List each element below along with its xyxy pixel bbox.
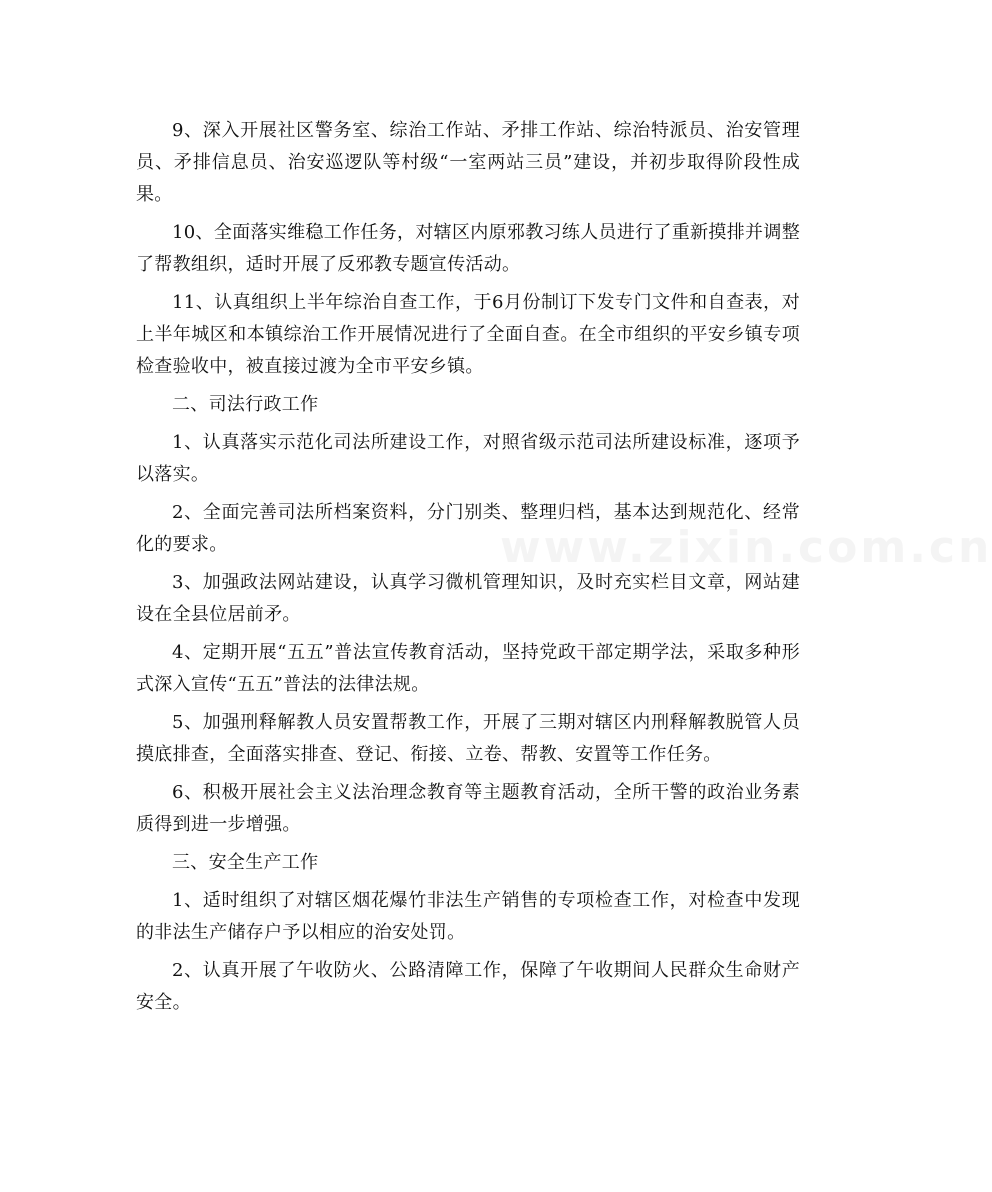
paragraph-safety-1: 1、适时组织了对辖区烟花爆竹非法生产销售的专项检查工作，对检查中发现的非法生产储存户予以相应的治安处罚。 [136,890,800,943]
document-body [136,115,800,1019]
section-heading-judicial-admin: 二、司法行政工作 [172,394,319,415]
paragraph-judicial-4: 4、定期开展“五五”普法宣传教育活动，坚持党政干部定期学法，采取多种形式深入宣传“五五”普法的法律法规。 [136,642,800,695]
paragraph-safety-2: 2、认真开展了午收防火、公路清障工作，保障了午收期间人民群众生命财产安全。 [136,960,800,1013]
paragraph-judicial-1: 1、认真落实示范化司法所建设工作，对照省级示范司法所建设标准，逐项予以落实。 [136,432,800,485]
paragraph-judicial-6: 6、积极开展社会主义法治理念教育等主题教育活动，全所干警的政治业务素质得到进一步增强。 [136,782,800,835]
paragraph-item-10: 10、全面落实维稳工作任务，对辖区内原邪教习练人员进行了重新摸排并调整了帮教组织，适时开展了反邪教专题宣传活动。 [136,222,800,275]
site-watermark: www.zixin.com.cn [500,522,992,573]
section-heading-safety-production: 三、安全生产工作 [172,852,319,873]
paragraph-judicial-2: 2、全面完善司法所档案资料，分门别类、整理归档，基本达到规范化、经常化的要求。 [136,502,800,555]
paragraph-judicial-5: 5、加强刑释解教人员安置帮教工作，开展了三期对辖区内刑释解教脱管人员摸底排查，全面落实排查、登记、衔接、立卷、帮教、安置等工作任务。 [136,712,800,765]
paragraph-item-11: 11、认真组织上半年综治自查工作，于6月份制订下发专门文件和自查表，对上半年城区和本镇综治工作开展情况进行了全面自查。在全市组织的平安乡镇专项检查验收中，被直接过渡为全市平安乡镇。 [136,292,800,377]
paragraph-judicial-3: 3、加强政法网站建设，认真学习微机管理知识，及时充实栏目文章，网站建设在全县位居前矛。 [136,572,800,625]
paragraph-item-9: 9、深入开展社区警务室、综治工作站、矛排工作站、综治特派员、治安管理员、矛排信息员、治安巡逻队等村级“一室两站三员”建设，并初步取得阶段性成果。 [136,120,800,205]
